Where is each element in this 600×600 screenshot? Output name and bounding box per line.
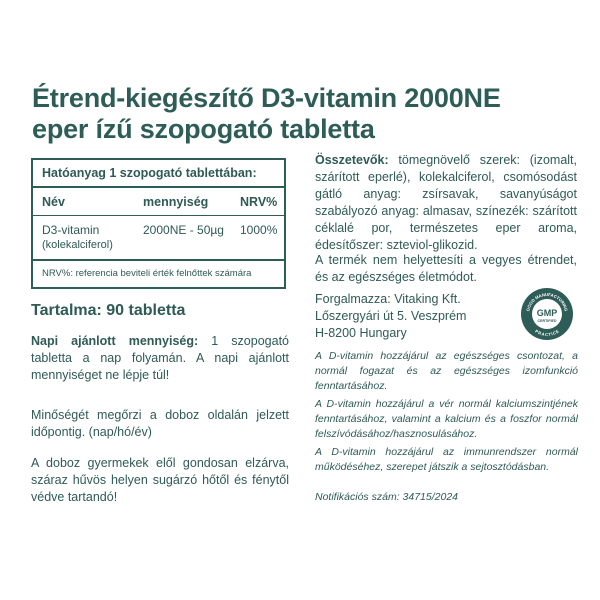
dosage-text: 1 szopogató tabletta a nap folyamán. A napi ajánlott mennyiséget ne lépje túl!	[31, 334, 289, 382]
notification-number: Notifikációs szám: 34715/2024	[315, 491, 458, 503]
children-warning: A doboz gyermekek elől gondosan elzárva, száraz hűvös helyen sugárzó hőtől és fénytől védve tartandó!	[31, 456, 289, 504]
health-claim-2: A D-vitamin hozzájárul a vér normál kalciumszintjének fenntartásához, valamint a kalcium és a foszfor normál felszívódásához/hasznosulásához.	[315, 398, 578, 440]
row-subname: (kolekalciferol)	[42, 239, 113, 251]
distributor-line-1: Forgalmazza: Vitaking Kft.	[315, 292, 461, 306]
title-line-1: Étrend-kiegészítő D3-vitamin 2000NE	[32, 83, 501, 113]
table-divider	[33, 259, 284, 261]
col-nrv-header: NRV%	[240, 195, 278, 209]
gmp-ring-top: GOOD MANUFACTURING	[525, 291, 569, 312]
ingredients-text: tömegnövelő szerek: (izomalt, szárított eperlé), kolekalciferol, csomósodást gátló anyag: zsírsavak, savanyúságot szabályozó anyag: almasav, színezék: szárított céklalé por, természetes eper aroma, édesítőszer: szteviol-glikozid.	[315, 153, 577, 252]
health-claim-3: A D-vitamin hozzájárul az immunrendszer normál működéséhez, szerepet játszik a sejtosztódásban.	[315, 446, 578, 473]
gmp-certified-badge	[520, 287, 574, 341]
distributor-line-2: Lőszergyári út 5. Veszprém	[315, 309, 467, 323]
nutrition-table	[31, 158, 286, 289]
diet-warning: A termék nem helyettesíti a vegyes étrendet, és az egészséges életmódot.	[315, 253, 577, 284]
gmp-sub-text: CERTIFIED	[537, 319, 557, 323]
table-divider	[33, 186, 284, 188]
distributor-address	[315, 291, 466, 342]
ingredients-paragraph	[315, 152, 577, 254]
gmp-ring-bottom: PRACTICE	[534, 328, 560, 338]
row-nrv: 1000%	[240, 223, 278, 237]
dosage-label: Napi ajánlott mennyiség:	[31, 334, 199, 348]
dosage-paragraph	[31, 333, 289, 384]
title-line-2: eper ízű szopogató tabletta	[32, 114, 375, 144]
nrv-note: NRV%: referencia beviteli érték felnőttek számára	[42, 268, 252, 279]
distributor-line-3: H-8200 Hungary	[315, 326, 407, 340]
col-amount-header: mennyiség	[143, 195, 209, 209]
row-amount: 2000NE - 50µg	[143, 223, 224, 237]
col-name-header: Név	[42, 195, 65, 209]
gmp-center-text: GMP	[536, 308, 558, 318]
nutrition-header: Hatóanyag 1 szopogató tablettában:	[42, 166, 257, 180]
table-divider	[33, 215, 284, 216]
row-name: D3-vitamin	[42, 223, 100, 237]
ingredients-label: Összetevők:	[315, 153, 389, 167]
storage-paragraph: Minőségét megőrzi a doboz oldalán jelzett időpontig. (nap/hó/év)	[31, 408, 289, 439]
health-claim-1: A D-vitamin hozzájárul az egészséges csontozat, a normál fogazat és az egészséges izomfunkció fenntartásához.	[315, 350, 578, 392]
product-title	[32, 83, 582, 145]
content-count: Tartalma: 90 tabletta	[31, 302, 186, 319]
